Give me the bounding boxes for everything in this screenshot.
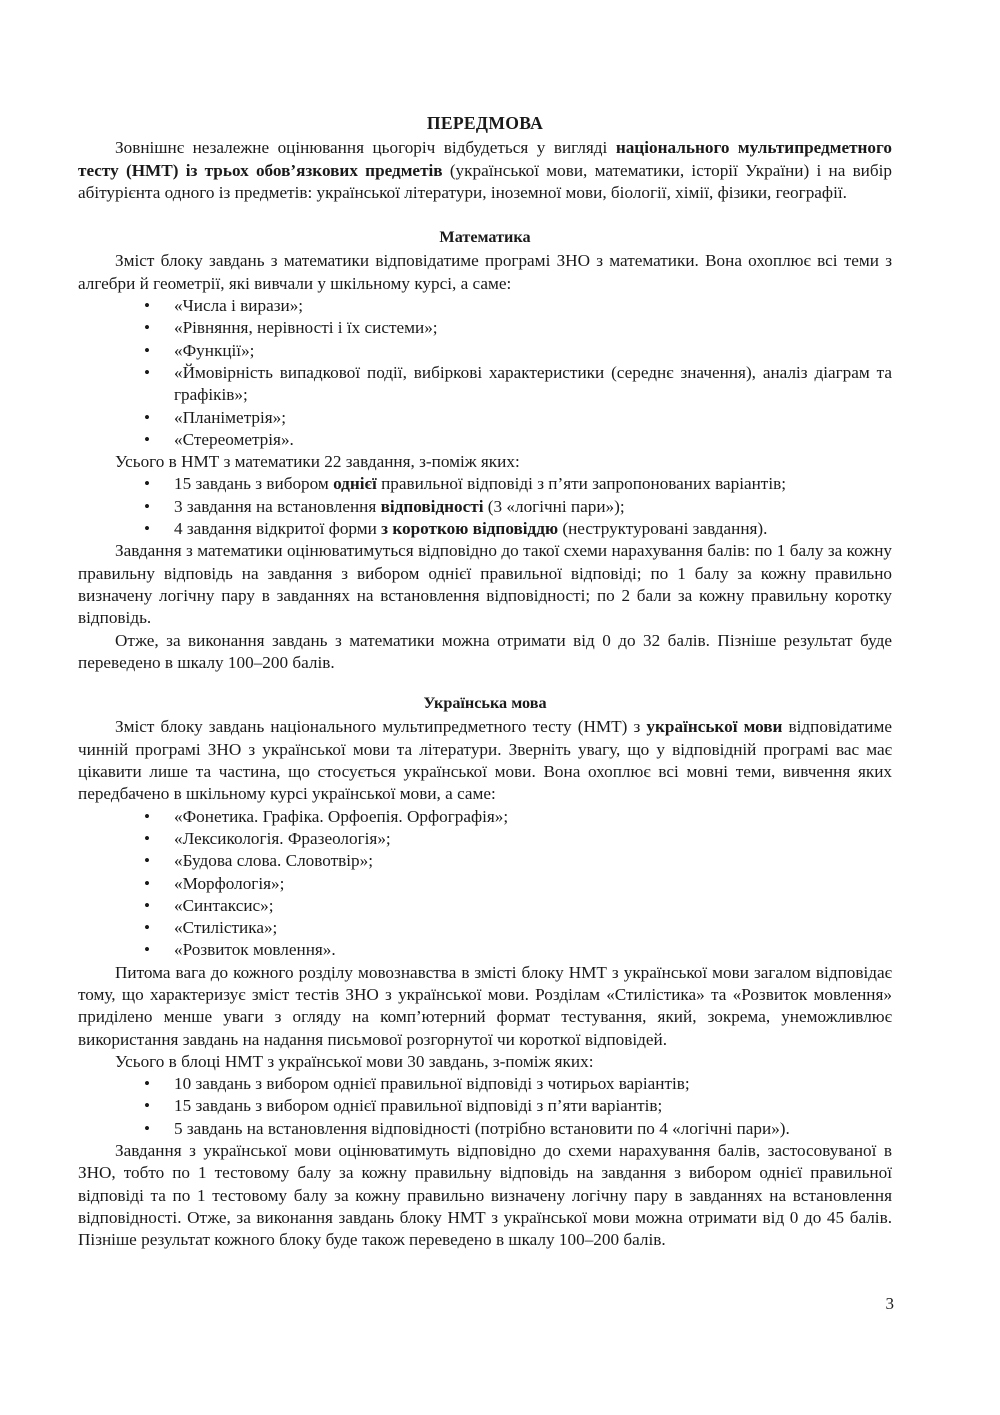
- list-item: [78, 362, 892, 407]
- ukrainian-heading: Українська мова: [423, 694, 547, 713]
- list-item: [78, 429, 892, 451]
- list-item-text: «Будова слова. Словотвір»;: [174, 851, 373, 871]
- bullet-icon: •: [144, 362, 151, 382]
- list-item-text: 5 завдань на встановлення відповідності (потрібно встановити по 4 «логічні пари»).: [174, 1118, 790, 1138]
- bullet-icon: •: [144, 851, 151, 871]
- math-tasks-list: [78, 473, 892, 540]
- paragraph-text: відповідатиме чинній програмі ЗНО з української мови та літератури. Зверніть увагу, що у відповідній програмі вас має цікавити лише та частина, що стосується української мови. Вона охоплює всі мовні теми, вивчення яких передбачено в шкільному курсі української мови, а саме:: [78, 717, 892, 804]
- list-item-text: 4 завдання відкритої форми: [174, 519, 382, 539]
- list-item-text: «Ймовірність випадкової події, вибіркові характеристики (середнє значення), аналіз діаграм та графіків»;: [174, 362, 892, 405]
- list-item: [78, 340, 892, 362]
- list-item: [78, 407, 892, 429]
- list-item-text: 3 завдання на встановлення: [174, 496, 381, 516]
- list-item-text: «Морфологія»;: [174, 873, 285, 893]
- list-item-text: «Стереометрія».: [174, 429, 294, 449]
- bullet-icon: •: [144, 806, 151, 826]
- list-item-text: «Стилістика»;: [174, 918, 278, 938]
- ukrainian-paragraph-3: Усього в блоці НМТ з української мови 30 завдань, з-поміж яких:: [115, 1051, 594, 1071]
- list-item: [78, 1073, 892, 1095]
- document-page: [78, 112, 892, 1252]
- intro-text-1: Зовнішнє незалежне оцінювання цьогоріч відбудеться у вигляді: [115, 138, 616, 158]
- paragraph-bold: української мови: [646, 717, 783, 737]
- intro-bold-text: національного мультипредметного тесту (НМТ) із трьох обов’язкових предметів: [78, 138, 893, 180]
- bullet-icon: •: [144, 828, 151, 848]
- list-item: [78, 496, 892, 518]
- bullet-icon: •: [144, 895, 151, 915]
- bullet-icon: •: [144, 474, 151, 494]
- math-paragraph-1: Зміст блоку завдань з математики відповідатиме програмі ЗНО з математики. Вона охоплює всі теми з алгебри й геометрії, які вивчали у шкільному курсі, а саме:: [78, 251, 892, 293]
- bullet-icon: •: [144, 407, 151, 427]
- bullet-icon: •: [144, 1118, 151, 1138]
- list-item: [78, 850, 892, 872]
- bullet-icon: •: [144, 918, 151, 938]
- bullet-icon: •: [144, 873, 151, 893]
- ukrainian-paragraph-1: [78, 716, 892, 805]
- list-item: [78, 806, 892, 828]
- list-item: [78, 917, 892, 939]
- paragraph-text: Зміст блоку завдань національного мультипредметного тесту (НМТ) з: [115, 717, 647, 737]
- list-item: [78, 518, 892, 540]
- list-item: [78, 895, 892, 917]
- intro-text-2: (української мови, математики, історії України) і на вибір абітурієнта одного із предметів: української літератури, іноземної мови, біології, хімії, фізики, географії.: [78, 160, 892, 202]
- list-item-bold: відповідності: [380, 496, 484, 516]
- bullet-icon: •: [144, 340, 151, 360]
- bullet-icon: •: [144, 940, 151, 960]
- ukrainian-topics-list: [78, 806, 892, 962]
- list-item-text: «Числа і вирази»;: [174, 296, 304, 316]
- list-item-text: (неструктуровані завдання).: [558, 519, 768, 539]
- ukrainian-paragraph-2: Питома вага до кожного розділу мовознавства в змісті блоку НМТ з української мови загалом відповідає тому, що характеризує зміст тестів ЗНО з української мови. Розділам «Стилістика» та «Розвиток мовлення» приділено менше уваги з огляду на комп’ютерний формат тестування, який, зокрема, унеможливлює використання завдань на надання письмової розгорнутої чи короткої відповідей.: [78, 962, 892, 1049]
- bullet-icon: •: [144, 296, 151, 316]
- list-item: [78, 473, 892, 495]
- list-item-text: «Функції»;: [174, 340, 255, 360]
- math-paragraph-4: Отже, за виконання завдань з математики можна отримати від 0 до 32 балів. Пізніше результат буде переведено в шкалу 100–200 балів.: [78, 630, 892, 672]
- list-item: [78, 1095, 892, 1117]
- list-item: [78, 295, 892, 317]
- page-number: 3: [885, 1294, 894, 1313]
- list-item: [78, 317, 892, 339]
- ukrainian-paragraph-4: Завдання з української мови оцінюватимуть відповідно до схеми нарахування балів, застосовуваної в ЗНО, тобто по 1 тестовому балу за кожну правильну відповідь на завдання з вибором однієї правильної відповіді та по 1 тестовому балу за кожну правильно визначену логічну пару в завданнях на встановлення відповідності. Отже, за виконання завдань блоку НМТ з української мови можна отримати від 0 до 45 балів. Пізніше результат кожного блоку буде також переведено в шкалу 100–200 балів.: [78, 1141, 892, 1250]
- list-item-text: 15 завдань з вибором однієї правильної відповіді з п’яти варіантів;: [174, 1096, 663, 1116]
- list-item-text: правильної відповіді з п’яти запропонованих варіантів;: [376, 474, 786, 494]
- list-item-text: «Синтаксис»;: [174, 895, 274, 915]
- bullet-icon: •: [144, 496, 151, 516]
- bullet-icon: •: [144, 429, 151, 449]
- ukrainian-tasks-list: [78, 1073, 892, 1140]
- page-title: ПЕРЕДМОВА: [426, 113, 544, 133]
- math-paragraph-3: Завдання з математики оцінюватимуться відповідно до такої схеми нарахування балів: по 1 балу за кожну правильну відповідь на завдання з вибором однієї правильної відповіді; по 1 балу за кожну правильно визначену логічну пару в завданнях на встановлення відповідності; по 2 бали за кожну правильну коротку відповідь.: [78, 541, 892, 628]
- math-topics-list: [78, 295, 892, 451]
- math-heading: Математика: [439, 228, 531, 247]
- list-item-bold: з короткою відповіддю: [381, 519, 559, 539]
- list-item: [78, 873, 892, 895]
- list-item-text: 10 завдань з вибором однієї правильної відповіді з чотирьох варіантів;: [174, 1074, 690, 1094]
- bullet-icon: •: [144, 318, 151, 338]
- list-item-bold: однієї: [333, 474, 377, 494]
- list-item-text: 15 завдань з вибором: [174, 474, 334, 494]
- list-item-text: «Лексикологія. Фразеологія»;: [174, 828, 391, 848]
- intro-paragraph: [78, 137, 892, 204]
- list-item-text: «Планіметрія»;: [174, 407, 287, 427]
- list-item-text: «Фонетика. Графіка. Орфоепія. Орфографія»;: [174, 806, 509, 826]
- list-item-text: «Рівняння, нерівності і їх системи»;: [174, 318, 438, 338]
- list-item-text: (3 «логічні пари»);: [483, 496, 625, 516]
- bullet-icon: •: [144, 1096, 151, 1116]
- list-item: [78, 939, 892, 961]
- math-paragraph-2: Усього в НМТ з математики 22 завдання, з-поміж яких:: [115, 452, 520, 472]
- list-item: [78, 1118, 892, 1140]
- list-item-text: «Розвиток мовлення».: [174, 940, 336, 960]
- list-item: [78, 828, 892, 850]
- bullet-icon: •: [144, 1074, 151, 1094]
- bullet-icon: •: [144, 519, 151, 539]
